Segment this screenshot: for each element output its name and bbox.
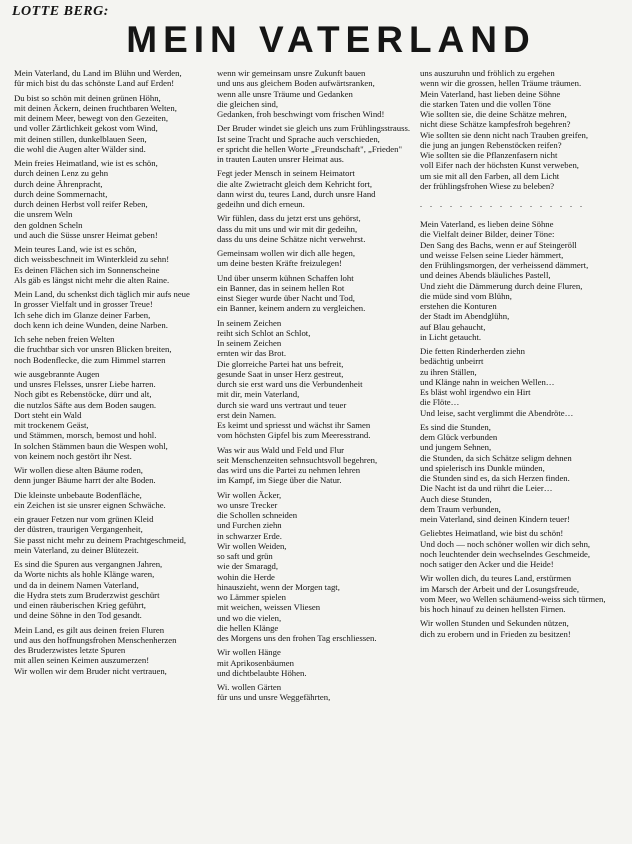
stanza: Es sind die Stunden, dem Glück verbunden und jungem Sehnen, die Stunden, da sich Schätze seligm dehnen und spielerisch ins Dunkle münden, die Stunden sind es, da sich Herzen finden. Die Nacht ist da und rührt die Leier… Auch diese Stunden, dem Traum verbunden, mein Vaterland, sind deinen Kindern teuer!: [420, 421, 572, 524]
stanza: Und über unserm kühnen Schaffen loht ein Banner, das in seinem hellen Rot einst Sieger wurde über Nacht und Tod, ein Banner, keinem andern zu vergleichen.: [217, 272, 366, 314]
stanza: Die kleinste unbebaute Bodenfläche, ein Zeichen ist sie unsrer eignen Schwäche.: [14, 489, 166, 510]
stanza: Es sind die Spuren aus vergangnen Jahren, da Worte nichts als hohle Klänge waren, und da in deinem Namen Vaterland, die Hydra stets zum Bruderzwist geschürt und einen räuberischen Krieg geführt, und deine Söhne in den Tod gesandt.: [14, 559, 163, 621]
stanza: Wir wollen diese alten Bäume roden, denn junger Bäume harrt der alte Boden.: [14, 465, 156, 486]
stanza: Wir fühlen, dass du jetzt erst uns gehörst, dass du mit uns und wir mit dir gedeihn, dass du uns deine Schätze nicht verwehrst.: [217, 213, 366, 244]
stanza: Wir wollen Äcker, wo unsre Trecker die Schollen schneiden und Furchen ziehn in schwarzer Erde. Wir wollen Weiden, so saft und grün wie der Smaragd, wohin die Herde hinauszieht, wenn der Morgen tagt, wo Lämmer spielen mit weichen, weissen Vliesen und wo die vielen, die hellen Klänge des Morgens uns den frohen Tag erschliessen.: [217, 489, 377, 643]
stanza: Wir wollen Hänge mit Aprikosenbäumen und dichtbelaubte Höhen.: [217, 647, 307, 678]
stanza: Mein freies Heimatland, wie ist es schön, durch deinen Lenz zu gehn durch deine Ährenpracht, durch deine Sommernacht, durch deinen Herbst voll reifer Reben, die unsrem Weln den goldnen Scheln und auch die Süsse unsrer Heimat geben!: [14, 158, 158, 240]
stanza: Mein Land, es gilt aus deinen freien Fluren und aus den hoffnungsfrohen Menschenherzen des Bruderzwistes letzte Spuren mit allen seinen Keimen auszumerzen! Wir wollen wir dem Bruder nicht vertrauen,: [14, 624, 177, 676]
column-3: [420, 68, 618, 840]
stanza: Du bist so schön mit deinen grünen Höhn, mit deinen Äckern, deinen fruchtbaren Welten, mit deinem Meer, bewegt von den Gezeiten, und voller Zärtlichkeit gekost vom Wind, mit deinen stillen, dunkelblauen Seen, die wohl die Augen alter Wälder sind.: [14, 92, 177, 154]
author-name: LOTTE BERG:: [12, 4, 109, 19]
poem-columns: [14, 68, 618, 840]
stanza: Wi. wollen Gärten für uns und unsre Weggefährten,: [217, 682, 331, 703]
stanza: Fegt jeder Mensch in seinem Heimatort die alte Zwietracht gleich dem Kehricht fort, dann wirst du, teures Land, durch unsre Hand gedeihn und dich erneun.: [217, 168, 376, 209]
column-1: [14, 68, 212, 840]
stanza: In seinem Zeichen reiht sich Schlot an Schlot, In seinem Zeichen ernten wir das Brot. Die glorreiche Partei hat uns befreit, gesunde Saat in unser Herz gestreut, durch sie erst ward uns die Verbundenheit mit dir, mein Vaterland, durch sie ward uns vertraut und teuer erst dein Namen. Es keimt und spriesst und wächst ihr Samen vom höchsten Gipfel bis zum Meeresstrand.: [217, 317, 371, 441]
stanza: Mein Land, du schenkst dich täglich mir aufs neue In grosser Vielfalt und in grosser Treue! Ich sehe dich im Glanze deiner Farben, doch kenn ich deine Wunden, deine Narben.: [14, 289, 190, 330]
stanza: Wir wollen Stunden und Sekunden nützen, dich zu erobern und in Frieden zu besitzen!: [420, 618, 571, 639]
stanza: Mein teures Land, wie ist es schön, dich weissbeschneit im Winterkleid zu sehn! Es deinen Flächen sich im Sonnenscheine Als gäb es längst nicht mehr die alten Raine.: [14, 244, 170, 285]
stanza: uns auszuruhn und fröhlich zu ergehen wenn wir die grossen, hellen Träume träumen. Mein Vaterland, hast lieben deine Söhne die starken Taten und die vollen Töne Wie sollten sie, die deine Schätze mehren, nicht diese Schätze kampfesfroh begehren? Wie sollten sie denn nicht nach Trauben greifen, die jung an jungen Rebenstöcken reifen? Wie sollten sie die Pflanzenfasern nicht voll Eifer nach der höchsten Kunst verweben, um sie mit all den Farben, all dem Licht der frühlingsfrohen Wiese zu beleben?: [420, 68, 589, 191]
stanza: Was wir aus Wald und Feld und Flur seit Menschenzeiten sehnsuchtsvoll begehren, das wird uns die Partei zu nehmen lehren im Kampf, im Siege über die Natur.: [217, 444, 378, 486]
stanza: Der Bruder windet sie gleich uns zum Frühlingsstrauss. Ist seine Tracht und Sprache auch verschieden, er spricht die hellen Worte „Freundschaft", „Frieden" in trauten Lauten unsrer Heimat aus.: [217, 123, 411, 164]
stanza: Geliebtes Heimatland, wie bist du schön! Und doch — noch schöner wollen wir dich sehn, noch leuchtender dein wechselndes Geschmeide, noch satiger den Acker und die Heide!: [420, 528, 591, 569]
section-separator: . . . . . . . . . . . . . . . . .: [420, 200, 585, 209]
stanza: Ich sehe neben freien Welten die fruchtbar sich vor unsren Blicken breiten, noch Bodenflecke, die zum Himmel starren: [14, 334, 172, 365]
stanza: Wir wollen dich, du teures Land, erstürmen im Marsch der Arbeit und der Losungsfreude, vom Meer, wo Wellen schäumend-weiss sich türmen, bis hoch hinauf zu deinen hellsten Firnen.: [420, 573, 606, 614]
stanza: Die fetten Rinderherden ziehn bedächtig unbeirrt zu ihren Ställen, und Klänge nahn in weichen Wellen… Es bläst wohl irgendwo ein Hirt die Flöte… Und leise, sacht verglimmt die Abendröte…: [420, 346, 574, 418]
stanza: Gemeinsam wollen wir dich alle hegen, um deine besten Kräfte freizulegen!: [217, 248, 355, 269]
poem-title: MEIN VATERLAND: [126, 19, 536, 60]
stanza: Mein Vaterland, du Land im Blühn und Werden, für mich bist du das schönste Land auf Erden!: [14, 68, 182, 89]
stanza: ein grauer Fetzen nur vom grünen Kleid der düstren, traurigen Vergangenheit, Sie passt nicht mehr zu deinem Prachtgeschmeid, mein Vaterland, zu deiner Blütezeit.: [14, 514, 187, 555]
stanza: Mein Vaterland, es lieben deine Söhne die Vielfalt deiner Bilder, deiner Töne: Den Sang des Bachs, wenn er auf Steingeröll und weisse Felsen seine Lieder hämmert, den Frühlingsmorgen, der verheissend dämmert, und deines Abends bläuliches Pastell, Und zieht die Dämmerung durch deine Fluren, die müde sind vom Blühn, erstehen die Konturen der Stadt im Abendglühn, auf Blau gehaucht, in Licht getaucht.: [420, 219, 589, 342]
stanza: wenn wir gemeinsam unsre Zukunft bauen und uns aus gleichem Boden aufwärtsranken, wenn alle unsre Träume und Gedanken die gleichen sind, Gedanken, froh beschwingt vom frischen Wind!: [217, 68, 385, 119]
column-2: [217, 68, 415, 840]
stanza: wie ausgebrannte Augen und unsres Flelsses, unsrer Liebe harren. Noch gibt es Rebenstöcke, dürr und alt, die nutzlos Säfte aus dem Boden saugen. Dort steht ein Wald mit trockenem Geäst, und Stämmen, morsch, bemost und hohl. In solchen Stämmen baun die Wespen wohl, von keinem noch gestört ihr Nest.: [14, 368, 168, 461]
